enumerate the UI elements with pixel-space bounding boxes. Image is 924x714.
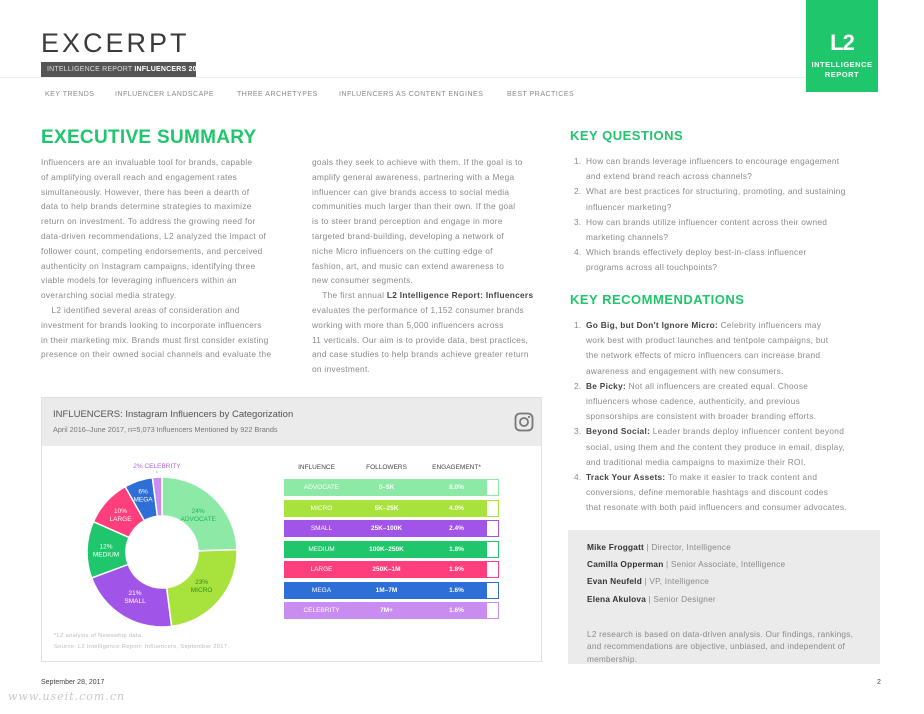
recommendation-title: Go Big, but Don't Ignore Micro:: [586, 320, 719, 330]
brand-label-line1: INTELLIGENCE: [811, 60, 873, 69]
slice-label-advocate: 24% ADVOCATE: [180, 508, 216, 524]
table-row: [284, 602, 499, 619]
cell-influence: MEDIUM: [308, 545, 335, 553]
watermark: www.useit.com.cn: [8, 690, 126, 703]
nav-item-three-archetypes[interactable]: THREE ARCHETYPES: [237, 91, 318, 98]
summary-line: L2 identified several areas of consideration and: [41, 304, 240, 315]
item-line: influencers whose cadence, authenticity, and previous: [586, 396, 801, 407]
recommendation-title: Beyond Social:: [586, 426, 651, 437]
question-item: [570, 215, 846, 245]
row-edge-marker: [487, 500, 499, 517]
key-recommendations-heading: KEY RECOMMENDATIONS: [570, 292, 745, 307]
contact-person: [587, 594, 716, 604]
table-row: [284, 582, 499, 599]
item-line: Which brands effectively deploy best-in-class influencer: [586, 247, 807, 258]
brand-badge: [806, 0, 878, 92]
contact-role: | Director, Intelligence: [644, 542, 731, 552]
item-number: 1.: [574, 156, 582, 166]
row-edge-marker: [487, 520, 499, 537]
slice-label-mega: 6% MEGA: [133, 488, 153, 504]
item-number: 3.: [574, 216, 582, 227]
report-tag-prefix: INTELLIGENCE REPORT: [47, 66, 135, 73]
summary-line: fashion, art, and music can extend awareness to: [312, 260, 505, 271]
cell-followers: 7M+: [380, 607, 393, 614]
cell-influence: ADVOCATE: [303, 484, 340, 491]
item-text: Celebrity influencers may: [718, 320, 822, 330]
cell-influence: LARGE: [310, 566, 333, 573]
cell-influence: SMALL: [310, 525, 333, 532]
cell-engagement: 8.0%: [449, 484, 464, 491]
item-line: that resonate with both paid influencers and consumer advocates.: [586, 502, 847, 513]
header-divider: [0, 77, 806, 78]
summary-line: amplify general awareness, partnering with a Mega: [312, 171, 515, 182]
contacts-box: [568, 530, 880, 664]
table-row: [284, 561, 499, 578]
brand-label: [806, 60, 878, 80]
key-questions-heading: KEY QUESTIONS: [570, 128, 684, 143]
instagram-icon: [514, 412, 534, 432]
chart-source: Source: L2 Intelligence Report: Influencers, September 2017.: [54, 644, 230, 650]
summary-line: goals they seek to achieve with them. If the goal is to: [312, 157, 523, 167]
summary-line: simultaneously. However, there has been a dearth of: [41, 186, 250, 197]
row-edge-marker: [487, 561, 499, 578]
summary-line: data-driven recommendations, L2 analyzed the impact of: [41, 230, 267, 241]
recommendation-title: Track Your Assets:: [586, 472, 666, 483]
donut-chart: [42, 446, 282, 636]
item-number: 1.: [574, 320, 582, 330]
cell-followers: 250K–1M: [372, 566, 401, 573]
nav-item-content-engines[interactable]: INFLUENCERS AS CONTENT ENGINES: [339, 91, 484, 98]
cell-followers: 1M–7M: [375, 586, 398, 594]
item-line: work best with product launches and tentpole campaigns, but: [586, 335, 829, 346]
summary-line: return on investment. To address the growing need for: [41, 216, 256, 227]
table-header-engagement: ENGAGEMENT*: [432, 464, 481, 471]
chart-footnote: *L2 analysis of Newswhip data.: [54, 633, 144, 639]
item-text: Not all influencers are created equal. Choose: [626, 380, 809, 391]
summary-line: presence on their owned social channels and evaluate the: [41, 349, 272, 360]
executive-summary-heading: EXECUTIVE SUMMARY: [41, 127, 257, 148]
row-edge-marker: [487, 479, 499, 496]
summary-line: follower count, competing endorsements, and perceived: [41, 245, 263, 256]
recommendation-item: [570, 318, 847, 379]
summary-column-2: [312, 155, 562, 377]
summary-line: 11 verticals. Our aim is to provide data, best practices,: [312, 334, 529, 345]
contact-name: Mike Froggatt: [587, 542, 644, 552]
item-line: and extend brand reach across channels?: [586, 171, 753, 182]
summary-line: investment for brands looking to incorporate influencers: [41, 319, 262, 330]
table-row: [284, 520, 499, 537]
item-number: 2.: [574, 186, 582, 197]
page-title: EXCERPT: [41, 28, 190, 58]
item-line: How can brands leverage influencers to encourage engagement: [586, 156, 840, 166]
cell-engagement: 2.4%: [449, 525, 464, 532]
item-line: How can brands utilize influencer content across their owned: [586, 216, 828, 227]
summary-line: of amplifying overall reach and engagement rates: [41, 171, 238, 182]
chart-panel-header: [42, 398, 541, 446]
contact-person: [587, 542, 731, 552]
cell-followers: 100K–250K: [369, 545, 404, 553]
table-header-influence: INFLUENCE: [298, 464, 335, 471]
summary-line: niche Micro influencers on the cutting edge of: [312, 245, 493, 256]
contact-role: | Senior Designer: [646, 594, 716, 604]
summary-line: communities much larger than their own. If the goal: [312, 201, 516, 212]
summary-line: [312, 288, 562, 303]
cell-followers: 25K–100K: [370, 525, 403, 532]
contact-name: Camilla Opperman: [587, 559, 664, 569]
table-row: [284, 479, 499, 496]
summary-line: on investment.: [312, 364, 371, 375]
item-line: [586, 379, 847, 394]
contact-name: Elena Akulova: [587, 594, 647, 604]
chart-panel: [41, 397, 542, 662]
summary-line: in their marketing mix. Brands must first consider existing: [41, 334, 269, 345]
cell-engagement: 4.0%: [449, 504, 464, 512]
key-questions-list: [570, 154, 846, 276]
slice-label-small: 21% SMALL: [124, 589, 146, 605]
summary-line: is to steer brand perception and engage in more: [312, 216, 503, 227]
cell-engagement: 1.8%: [449, 566, 464, 573]
chart-subtitle: April 2016–June 2017, n=5,073 Influencers Mentioned by 922 Brands: [53, 425, 278, 434]
summary-line: evaluates the performance of 1,152 consumer brands: [312, 304, 524, 315]
item-line: [586, 470, 847, 485]
summary-column-1: [41, 155, 306, 362]
nav-item-best-practices[interactable]: BEST PRACTICES: [507, 91, 575, 98]
summary-line: Influencers are an invaluable tool for brands, capable: [41, 157, 253, 167]
summary-line: new consumer segments.: [312, 275, 414, 286]
cell-followers: 0–5K: [378, 484, 395, 491]
item-line: social, using them and the content they produce in email, display,: [586, 441, 846, 452]
item-line: the network effects of micro influencers can increase brand: [586, 350, 821, 361]
item-number: 2.: [574, 380, 582, 391]
table-row: [284, 541, 499, 558]
cell-engagement: 1.6%: [449, 586, 464, 594]
item-number: 4.: [574, 247, 582, 258]
item-line: awareness and engagement with new consumers.: [586, 365, 784, 376]
contact-role: | VP, Intelligence: [641, 576, 710, 586]
recommendation-item: [570, 379, 847, 425]
slice-label-large: 10% LARGE: [109, 507, 132, 523]
row-edge-marker: [487, 541, 499, 558]
research-note: L2 research is based on data-driven analysis. Our findings, rankings, and recommendations are objective, unbiased, and independent of membership.: [587, 629, 854, 664]
item-text: To make it easier to track content and: [665, 472, 818, 483]
footer-date: September 28, 2017: [41, 679, 105, 686]
summary-line: working with more than 5,000 influencers across: [312, 319, 504, 330]
summary-line: targeted brand-building, developing a network of: [312, 230, 504, 241]
row-edge-marker: [487, 582, 499, 599]
item-line: and traditional media campaigns to maximize their ROI.: [586, 456, 807, 467]
contact-role: | Senior Associate, Intelligence: [663, 559, 786, 569]
cell-engagement: 1.6%: [449, 607, 464, 614]
brand-logo: L2: [830, 30, 854, 55]
item-number: 3.: [574, 426, 582, 437]
item-number: 4.: [574, 472, 582, 483]
cell-influence: MICRO: [310, 504, 333, 512]
recommendation-item: [570, 424, 847, 470]
row-edge-marker: [487, 602, 499, 619]
item-line: influencer marketing?: [586, 201, 672, 212]
recommendation-title: Be Picky:: [586, 380, 627, 391]
slice-label-micro: 23% MICRO: [190, 579, 213, 595]
brand-label-line2: REPORT: [824, 70, 860, 79]
slice-label-medium: 12% MEDIUM: [92, 543, 120, 559]
report-name: L2 Intelligence Report: Influencers: [386, 290, 534, 301]
report-tag-name: INFLUENCERS 2017: [134, 66, 205, 73]
summary-line: authenticity on Instagram campaigns, identifying three: [41, 260, 256, 271]
summary-line: overarching social media strategy.: [41, 290, 177, 301]
report-tag: [41, 62, 205, 77]
summary-line: viable models for leveraging influencers within an: [41, 275, 237, 286]
cell-engagement: 1.8%: [449, 545, 464, 553]
summary-line: data to help brands determine strategies to maximize: [41, 201, 252, 212]
item-line: sponsorships are consistent with broader branding efforts.: [586, 411, 817, 422]
nav-item-key-trends[interactable]: KEY TRENDS: [45, 91, 95, 98]
slice-label-celebrity: 2% CELEBRITY: [133, 463, 181, 470]
item-line: What are best practices for structuring, promoting, and sustaining: [586, 186, 846, 197]
question-item: [570, 154, 846, 184]
cell-influence: MEGA: [311, 586, 332, 594]
item-line: [586, 318, 847, 333]
item-text: Leader brands deploy influencer content beyond: [650, 426, 845, 437]
item-line: programs across all touchpoints?: [586, 262, 718, 273]
contact-name: Evan Neufeld: [587, 576, 642, 586]
cell-influence: CELEBRITY: [303, 607, 340, 614]
cell-followers: 5K–25K: [374, 504, 399, 512]
recommendation-item: [570, 470, 847, 516]
question-item: [570, 245, 846, 275]
contact-person: [587, 576, 709, 586]
chart-title: INFLUENCERS: Instagram Influencers by Categorization: [53, 409, 294, 420]
table-header-followers: FOLLOWERS: [366, 464, 407, 471]
contact-person: [587, 559, 785, 569]
item-line: conversions, define memorable hashtags and discount codes: [586, 487, 829, 498]
item-line: marketing channels?: [586, 232, 669, 243]
item-line: [586, 424, 847, 439]
question-item: [570, 184, 846, 214]
summary-line: and case studies to help brands achieve greater return: [312, 349, 529, 360]
table-row: [284, 500, 499, 517]
nav-item-influencer-landscape[interactable]: INFLUENCER LANDSCAPE: [115, 91, 215, 98]
summary-lead: The first annual: [312, 290, 387, 301]
key-recommendations-list: [570, 318, 847, 516]
page-number: 2: [877, 679, 881, 686]
summary-line: influencer can give brands access to social media: [312, 186, 510, 197]
